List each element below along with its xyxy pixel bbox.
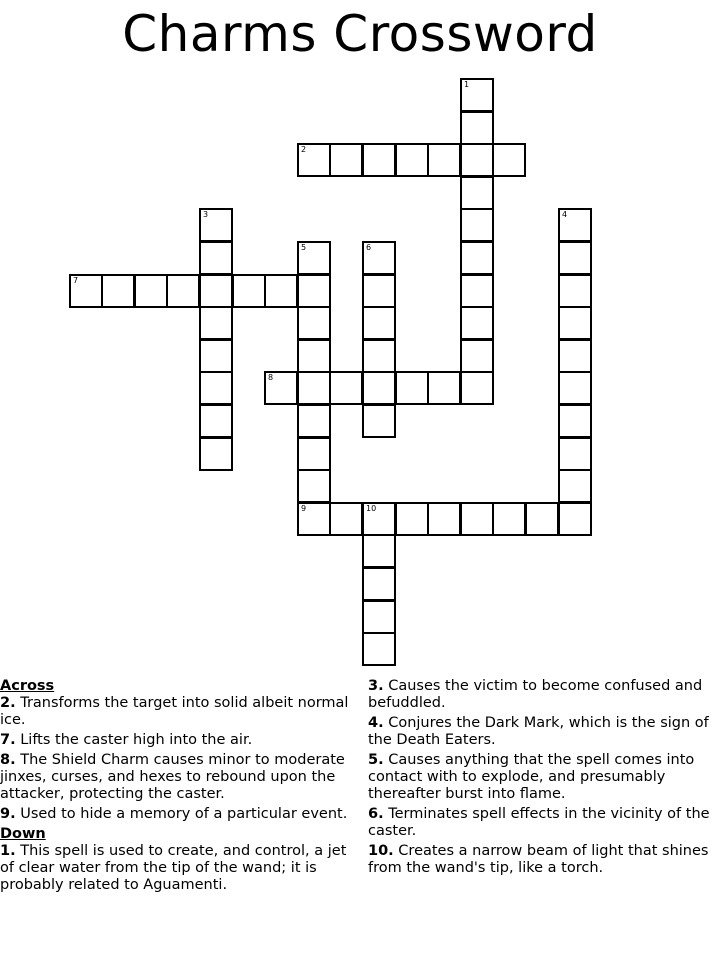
clue-item-text: Lifts the caster high into the air. [15,732,253,748]
grid-cell[interactable] [395,371,429,405]
grid-cell[interactable] [460,306,494,340]
clue-number: 3 [203,210,209,219]
clue-item-text: Causes the victim to become confused and befuddled. [368,678,703,711]
grid-cell[interactable] [395,502,429,536]
clue-item-number: 5. [368,752,384,768]
grid-cell[interactable] [362,241,396,275]
grid-cell[interactable] [199,404,233,438]
grid-cell[interactable] [427,143,461,177]
clues-right-column [368,678,720,880]
grid-cell[interactable] [492,143,526,177]
clue-item-text: Conjures the Dark Mark, which is the sign of the Death Eaters. [368,715,709,748]
grid-cell[interactable] [558,502,592,536]
grid-cell[interactable] [134,274,168,308]
clue-number: 7 [73,276,79,285]
grid-cell[interactable] [362,567,396,601]
grid-cell[interactable] [558,208,592,242]
clue-number: 10 [366,504,377,513]
grid-cell[interactable] [69,274,103,308]
clue-item [0,732,360,749]
clue-number: 5 [301,243,307,252]
grid-cell[interactable] [362,404,396,438]
clue-item-text: The Shield Charm causes minor to moderate jinxes, curses, and hexes to rebound upon the attacker, protecting the caster. [0,752,345,802]
grid-cell[interactable] [264,274,298,308]
down-clue-list-left [0,843,360,894]
grid-cell[interactable] [297,404,331,438]
grid-cell[interactable] [264,371,298,405]
grid-cell[interactable] [199,339,233,373]
grid-cell[interactable] [460,339,494,373]
clue-number: 4 [562,210,568,219]
clue-item-number: 4. [368,715,384,731]
grid-cell[interactable] [558,274,592,308]
clue-item-number: 8. [0,752,16,768]
clue-number: 2 [301,145,307,154]
across-clue-list [0,695,360,823]
grid-cell[interactable] [329,371,363,405]
clue-number: 6 [366,243,372,252]
clue-item-number: 10. [368,843,394,859]
grid-cell[interactable] [460,208,494,242]
grid-cell[interactable] [362,274,396,308]
grid-cell[interactable] [460,78,494,112]
clue-item-text: Causes anything that the spell comes into contact with to explode, and presumably thereafter burst into flame. [368,752,695,802]
clue-item [0,806,360,823]
clue-item-text: Transforms the target into solid albeit normal ice. [0,695,349,728]
grid-cell[interactable] [558,371,592,405]
grid-cell[interactable] [558,241,592,275]
grid-cell[interactable] [460,111,494,145]
clue-item-text: Used to hide a memory of a particular event. [15,806,348,822]
grid-cell[interactable] [297,437,331,471]
grid-cell[interactable] [297,241,331,275]
clue-item-text: Terminates spell effects in the vicinity of the caster. [368,806,710,839]
grid-cell[interactable] [199,241,233,275]
grid-cell[interactable] [297,274,331,308]
clue-number: 9 [301,504,307,513]
clue-item-number: 9. [0,806,16,822]
clue-item [0,843,360,894]
grid-cell[interactable] [460,176,494,210]
clue-item [368,843,720,877]
grid-cell[interactable] [427,371,461,405]
grid-cell[interactable] [558,339,592,373]
grid-cell[interactable] [199,274,233,308]
grid-cell[interactable] [297,371,331,405]
grid-cell[interactable] [329,502,363,536]
grid-cell[interactable] [362,502,396,536]
grid-cell[interactable] [362,600,396,634]
clue-item [368,715,720,749]
grid-cell[interactable] [460,502,494,536]
grid-cell[interactable] [492,502,526,536]
grid-cell[interactable] [460,143,494,177]
clue-number: 8 [268,373,274,382]
clue-item-number: 6. [368,806,384,822]
grid-cell[interactable] [558,306,592,340]
clues-left-column [0,678,360,897]
grid-cell[interactable] [362,534,396,568]
grid-cell[interactable] [297,339,331,373]
clue-item-number: 2. [0,695,16,711]
grid-cell[interactable] [558,469,592,503]
grid-cell[interactable] [558,437,592,471]
grid-cell[interactable] [525,502,559,536]
grid-cell[interactable] [460,241,494,275]
down-clue-list-right [368,678,720,877]
clue-item [368,752,720,803]
clue-item [368,806,720,840]
grid-cell[interactable] [199,208,233,242]
clue-item [0,695,360,729]
grid-cell[interactable] [297,306,331,340]
grid-cell[interactable] [362,143,396,177]
grid-cell[interactable] [362,339,396,373]
clue-number: 1 [464,80,470,89]
grid-cell[interactable] [427,502,461,536]
clue-item [0,752,360,803]
clue-item [368,678,720,712]
grid-cell[interactable] [101,274,135,308]
grid-cell[interactable] [329,143,363,177]
grid-cell[interactable] [362,306,396,340]
clue-item-number: 3. [368,678,384,694]
grid-cell[interactable] [362,632,396,666]
grid-cell[interactable] [362,371,396,405]
across-heading: Across [0,678,55,694]
grid-cell[interactable] [297,469,331,503]
grid-cell[interactable] [558,404,592,438]
grid-cell[interactable] [297,502,331,536]
grid-cell[interactable] [166,274,200,308]
grid-cell[interactable] [199,371,233,405]
grid-cell[interactable] [232,274,266,308]
page-title: Charms Crossword [122,5,598,63]
clue-item-number: 1. [0,843,16,859]
clue-item-number: 7. [0,732,16,748]
grid-cell[interactable] [395,143,429,177]
grid-cell[interactable] [199,437,233,471]
down-heading: Down [0,826,46,842]
grid-cell[interactable] [199,306,233,340]
grid-cell[interactable] [297,143,331,177]
clue-item-text: This spell is used to create, and control, a jet of clear water from the tip of the wand; it is probably related to Aguamenti. [0,843,347,893]
clue-item-text: Creates a narrow beam of light that shines from the wand's tip, like a torch. [368,843,709,876]
grid-cell[interactable] [460,371,494,405]
grid-cell[interactable] [460,274,494,308]
